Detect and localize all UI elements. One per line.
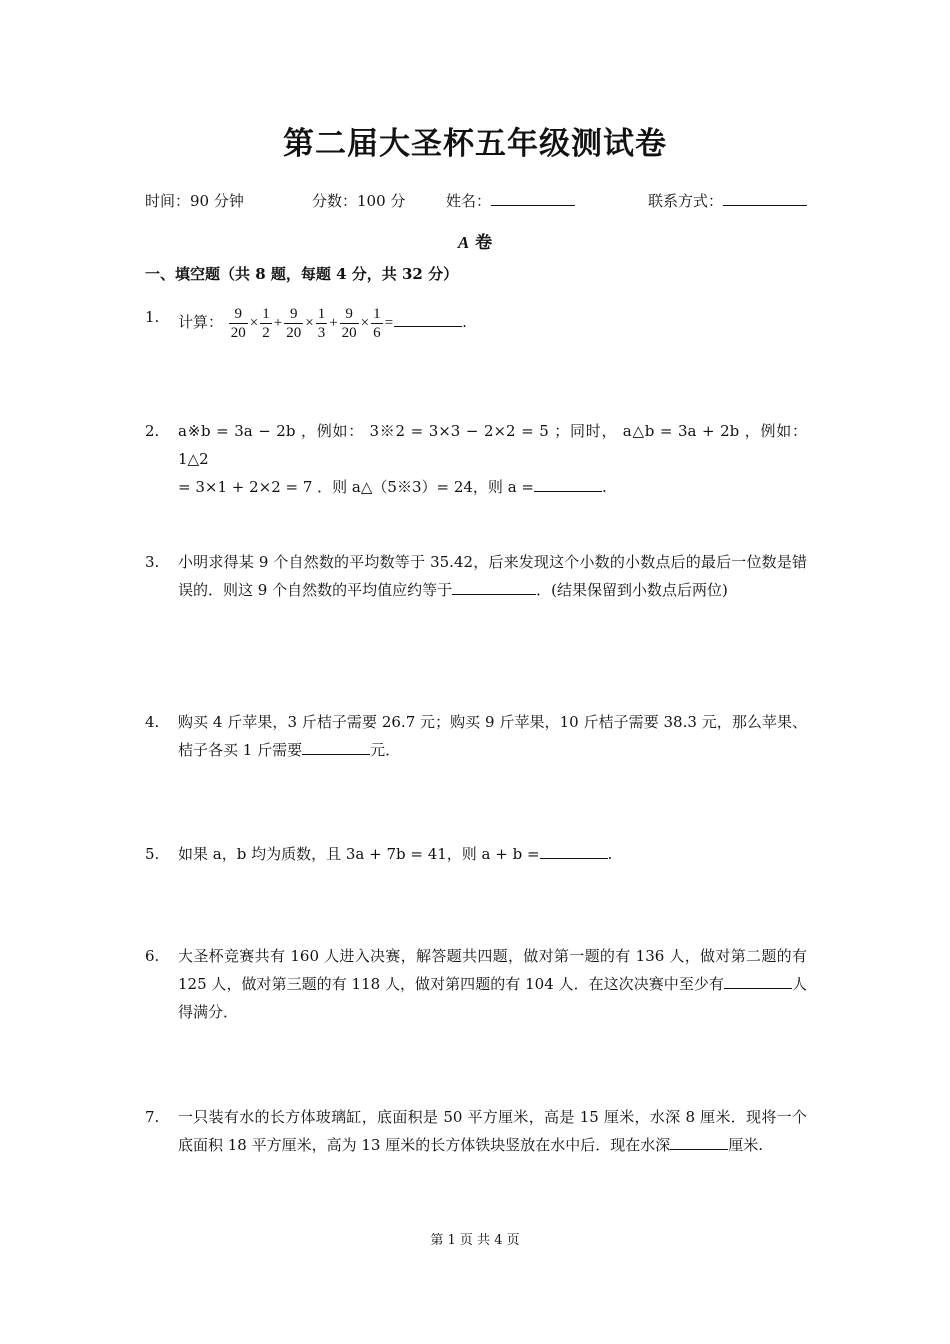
question-1: 1. 计算： $\frac{9}{20}$ × $\frac{1}{2}$ + $\frac{9}{20}$ × $\frac{1}{3}$ + $\frac{9}{20}$ × $\frac{1}{6}$ = . [145, 298, 807, 347]
section-heading [0, 228, 950, 253]
answer-blank [452, 580, 536, 595]
part-heading: 一、填空题（共 8 题，每题 4 分，共 32 分） [145, 265, 459, 283]
answer-blank [670, 1135, 728, 1150]
page-title: 第二届大圣杯五年级测试卷 [283, 126, 667, 162]
contact-blank [723, 191, 807, 206]
question-number: 5. [145, 845, 160, 863]
question-number: 6. [145, 947, 160, 965]
question-3: 3. 小明求得某 9 个自然数的平均数等于 35.42，后来发现这个小数的小数点后的最后一位数是错误的．则这 9 个自然数的平均值应约等于 ．(结果保留到小数点后两位) [145, 548, 807, 604]
answer-blank [724, 974, 792, 989]
q4-text: 购买 4 斤苹果，3 斤桔子需要 26.7 元；购买 9 斤苹果，10 斤桔子需要 38.3 元，那么苹果、桔子各买 1 斤需要 [178, 713, 807, 759]
question-6: 6. 大圣杯竞赛共有 160 人进入决赛，解答题共四题，做对第一题的有 136 人，做对第二题的有 125 人，做对第三题的有 118 人，做对第四题的有 104 人．在这次决赛中至少有 人得满分． [145, 942, 807, 1026]
contact-label: 联系方式： [648, 192, 724, 210]
question-number: 7. [145, 1108, 160, 1126]
question-number: 4. [145, 713, 160, 731]
fraction: $\frac{9}{20}$ [341, 305, 357, 341]
fraction: $\frac{9}{20}$ [286, 305, 302, 341]
question-2: 2. a※b = 3a − 2b ，例如： 3※2 = 3×3 − 2×2 = 5 ；同时， a△b = 3a + 2b ，例如： 1△2 = 3×1 + 2×2 = 7 ．则 a△（5※3）= 24，则 a = . [145, 417, 807, 501]
fraction: $\frac{1}{3}$ [317, 305, 326, 341]
q2-line-1: a※b = 3a − 2b ，例如： 3※2 = 3×3 − 2×2 = 5 ；同时， a△b = 3a + 2b ，例如： 1△2 [178, 422, 807, 468]
q2-line-2: = 3×1 + 2×2 = 7 ．则 a△（5※3）= 24，则 a = [178, 478, 534, 496]
name-field [446, 190, 575, 211]
answer-blank [534, 477, 602, 492]
fraction: $\frac{9}{20}$ [230, 305, 246, 341]
question-4: 4. 购买 4 斤苹果，3 斤桔子需要 26.7 元；购买 9 斤苹果，10 斤桔子需要 38.3 元，那么苹果、桔子各买 1 斤需要 元． [145, 708, 807, 764]
name-blank [491, 191, 575, 206]
time-label: 时间：90 分钟 [145, 192, 244, 210]
contact-field [648, 190, 807, 211]
section-suffix: 卷 [469, 233, 493, 253]
q3-text: 小明求得某 9 个自然数的平均数等于 35.42，后来发现这个小数的小数点后的最后一位数是错误的．则这 9 个自然数的平均值应约等于 [178, 553, 807, 599]
page-footer: 第 1 页 共 4 页 [430, 1233, 520, 1248]
q1-prefix: 计算： [178, 313, 224, 331]
q7-text: 一只装有水的长方体玻璃缸，底面积是 50 平方厘米，高是 15 厘米，水深 8 厘米．现将一个底面积 18 平方厘米，高为 13 厘米的长方体铁块竖放在水中后．现在水深 [178, 1108, 807, 1154]
answer-blank [394, 312, 462, 327]
section-letter: A [457, 233, 470, 252]
question-number: 3. [145, 553, 160, 571]
question-7: 7. 一只装有水的长方体玻璃缸，底面积是 50 平方厘米，高是 15 厘米，水深 8 厘米．现将一个底面积 18 平方厘米，高为 13 厘米的长方体铁块竖放在水中后．现在水深 厘米. [145, 1103, 807, 1159]
q6-text: 大圣杯竞赛共有 160 人进入决赛，解答题共四题，做对第一题的有 136 人，做对第二题的有 125 人，做对第三题的有 118 人，做对第四题的有 104 人．在这次决赛中至少有 [178, 947, 807, 993]
question-number: 1. [145, 308, 160, 326]
fraction: $\frac{1}{6}$ [373, 305, 381, 341]
answer-blank [302, 740, 370, 755]
question-number: 2. [145, 422, 160, 440]
question-5: 5. 如果 a，b 均为质数，且 3a + 7b = 41，则 a + b = . [145, 840, 807, 868]
q5-text: 如果 a，b 均为质数，且 3a + 7b = 41，则 a + b = [178, 845, 540, 863]
answer-blank [540, 844, 608, 859]
name-label: 姓名： [446, 192, 492, 210]
fraction: $\frac{1}{2}$ [262, 305, 270, 341]
score-label: 分数：100 分 [312, 192, 406, 210]
